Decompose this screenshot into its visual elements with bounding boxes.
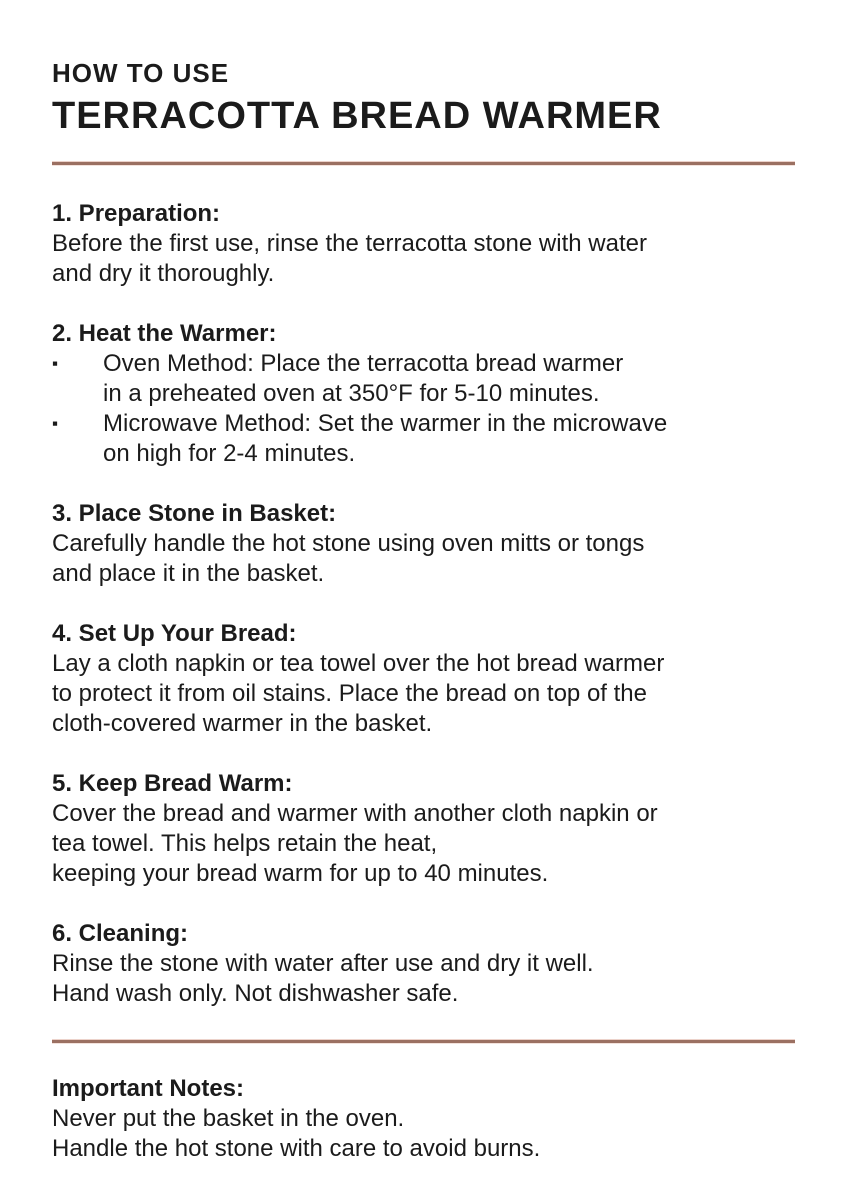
bullet-line: Oven Method: Place the terracotta bread warmer [103,350,624,377]
section-heat-the-warmer [52,319,795,469]
section-line: Before the first use, rinse the terracotta stone with water [52,230,647,257]
section-line: Cover the bread and warmer with another cloth napkin or [52,800,658,827]
bullet-text [103,409,795,469]
section-heading: 2. Heat the Warmer: [52,320,277,347]
bullet-item-microwave-method [52,409,795,469]
section-set-up-your-bread [52,619,795,739]
section-line: and dry it thoroughly. [52,260,275,287]
section-line: to protect it from oil stains. Place the bread on top of the [52,680,647,707]
section-line: tea towel. This helps retain the heat, [52,830,438,857]
section-heading: 6. Cleaning: [52,920,189,947]
section-place-stone-in-basket [52,499,795,589]
eyebrow-heading: HOW TO USE [52,58,230,88]
section-heading: 3. Place Stone in Basket: [52,500,337,527]
section-line: Hand wash only. Not dishwasher safe. [52,980,459,1007]
section-line: Lay a cloth napkin or tea towel over the hot bread warmer [52,650,665,677]
bottom-divider [52,1039,795,1044]
section-line: Rinse the stone with water after use and dry it well. [52,950,594,977]
section-heading: 5. Keep Bread Warm: [52,770,293,797]
bullet-item-oven-method [52,349,795,409]
section-line: and place it in the basket. [52,560,325,587]
section-line: keeping your bread warm for up to 40 minutes. [52,860,549,887]
section-line: Carefully handle the hot stone using oven mitts or tongs [52,530,645,557]
bullet-line: on high for 2-4 minutes. [103,440,356,467]
bullet-line: in a preheated oven at 350°F for 5-10 minutes. [103,380,600,407]
section-keep-bread-warm [52,769,795,889]
section-preparation [52,199,795,289]
section-important-notes [52,1074,795,1164]
section-heading: 1. Preparation: [52,200,221,227]
square-bullet-icon: ▪ [52,354,59,373]
bullet-text [103,349,795,409]
page-title: TERRACOTTA BREAD WARMER [52,95,662,137]
section-line: cloth-covered warmer in the basket. [52,710,433,737]
notes-line: Handle the hot stone with care to avoid burns. [52,1135,541,1162]
bullet-line: Microwave Method: Set the warmer in the microwave [103,410,668,437]
notes-heading: Important Notes: [52,1075,244,1102]
section-heading: 4. Set Up Your Bread: [52,620,297,647]
square-bullet-icon: ▪ [52,414,59,433]
section-cleaning [52,919,795,1009]
top-divider [52,161,795,166]
notes-line: Never put the basket in the oven. [52,1105,405,1132]
